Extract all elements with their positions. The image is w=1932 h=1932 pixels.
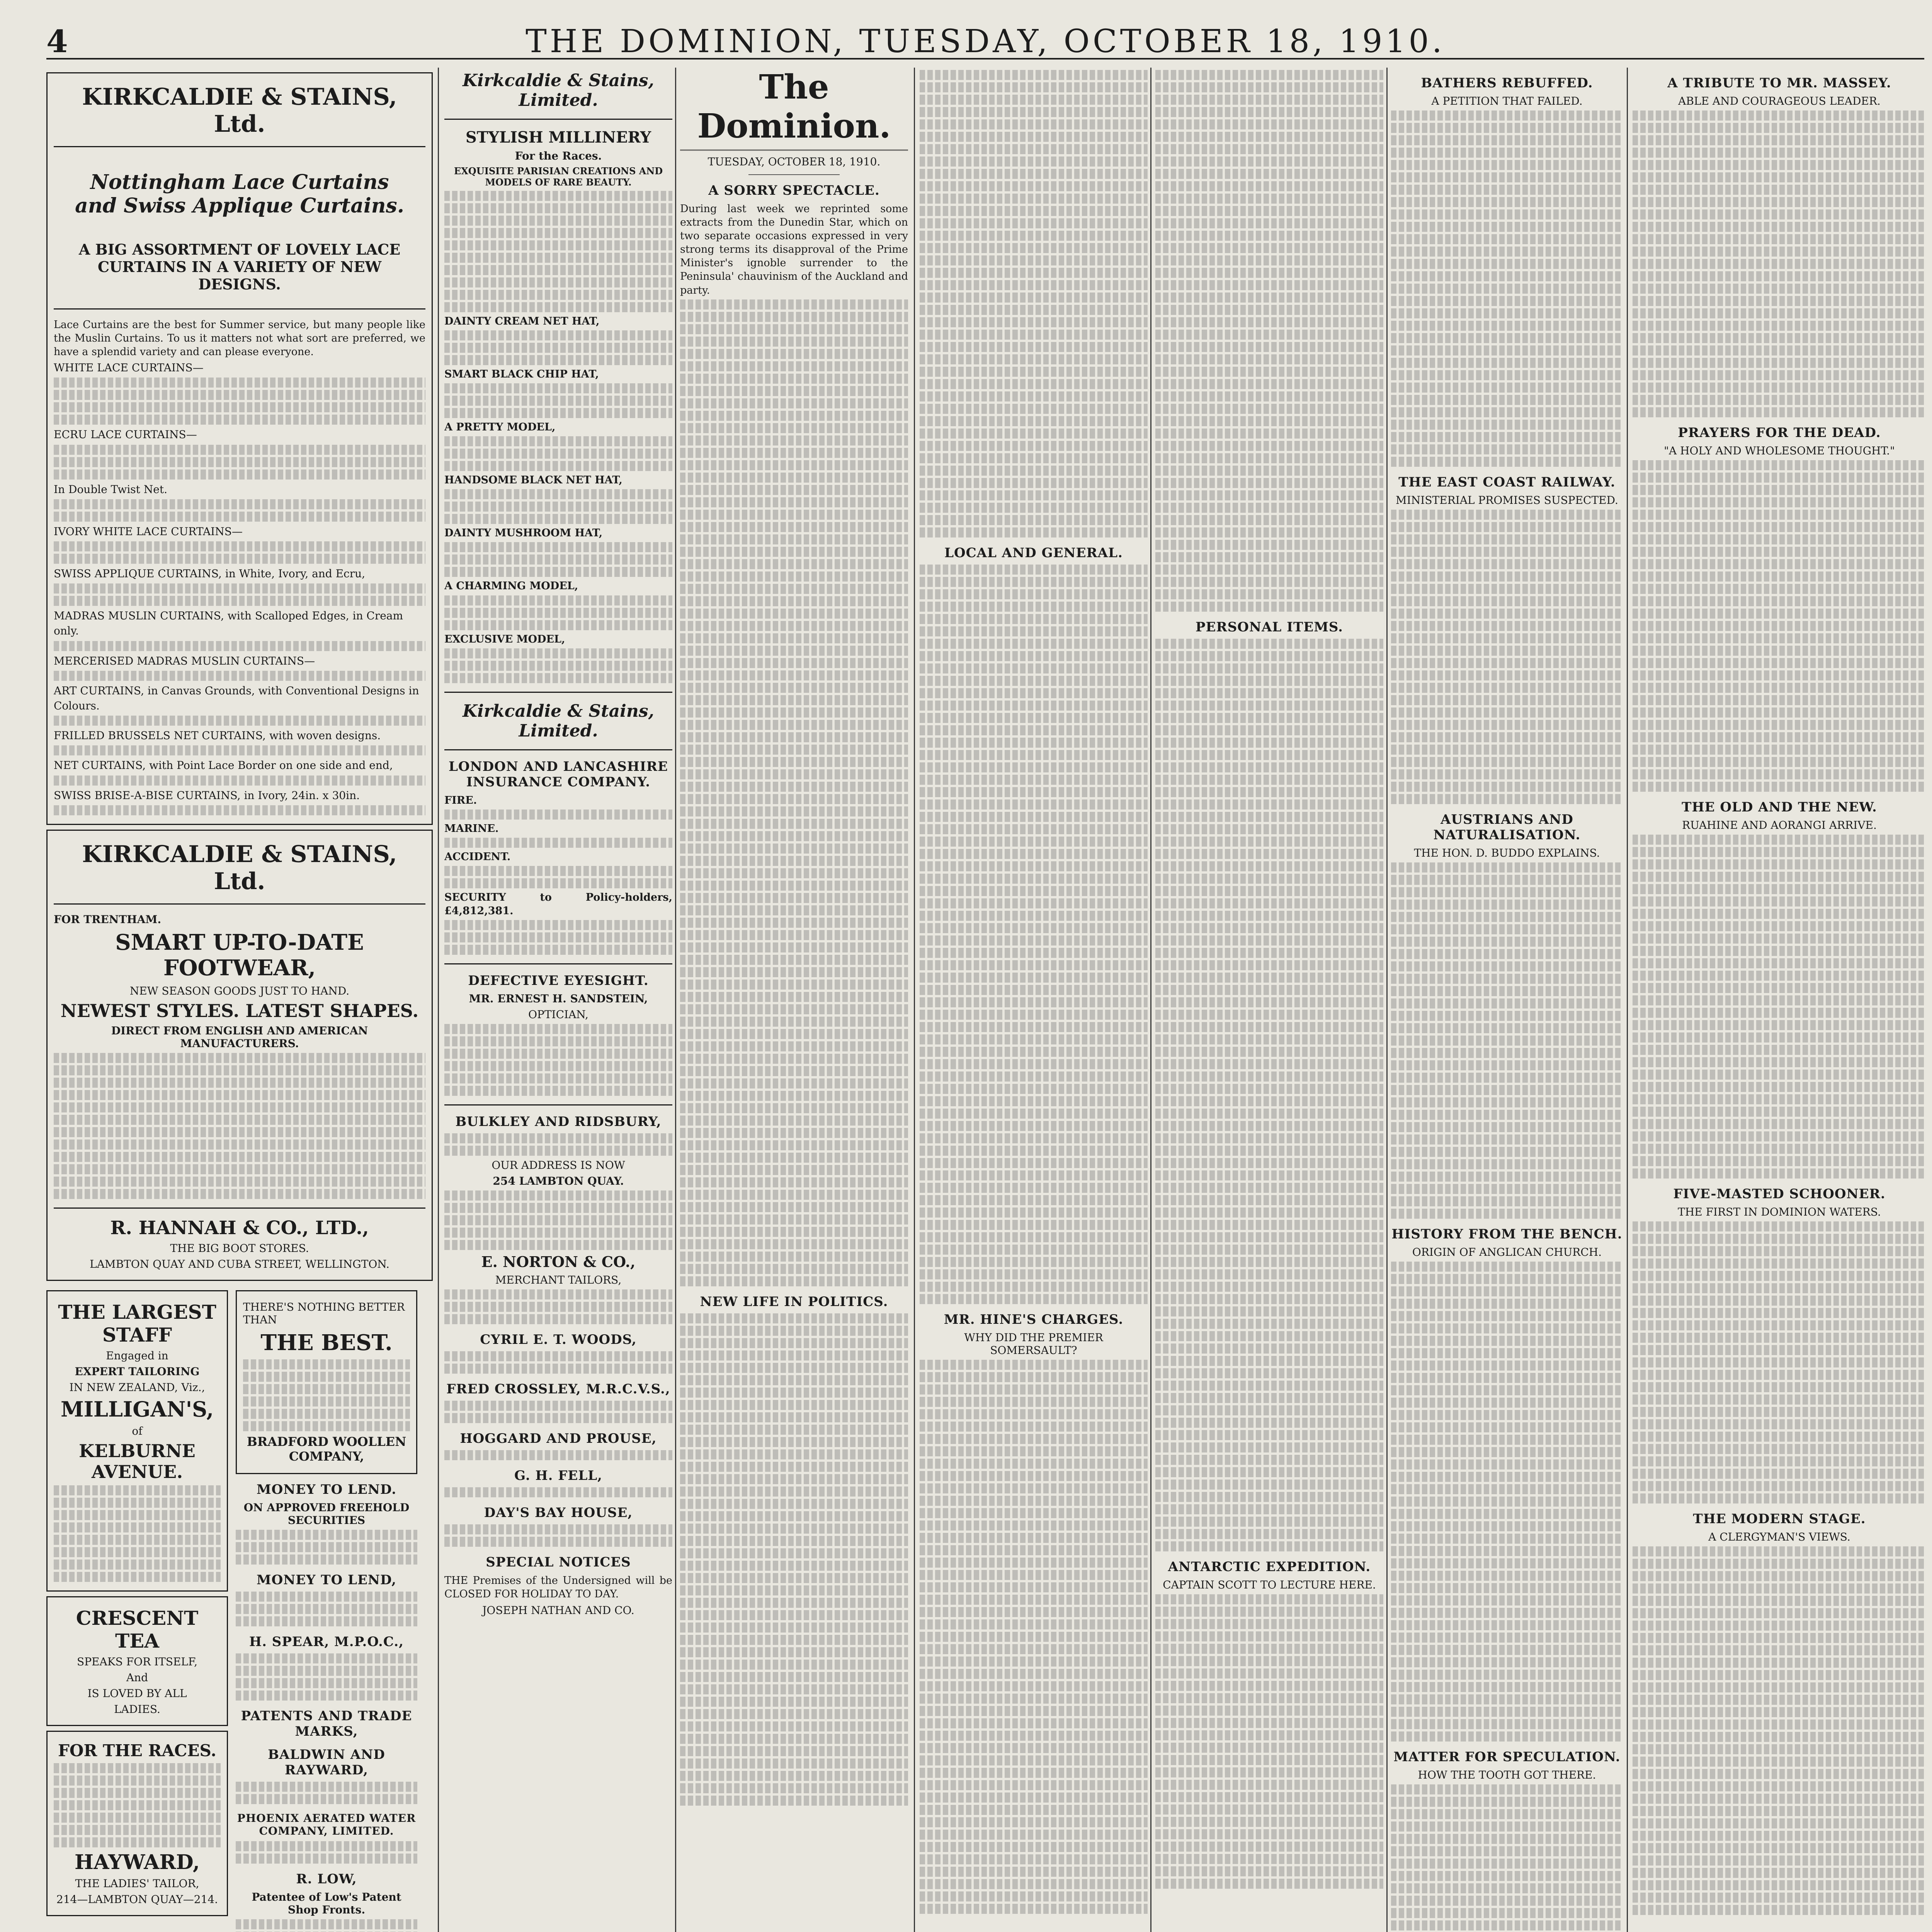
ad-heading: PATENTS AND TRADE MARKS, [241, 1708, 412, 1739]
crescent-tea-advertisement [46, 1596, 228, 1726]
list-item: FRILLED BRUSSELS NET CURTAINS, with woven designs. [54, 729, 381, 742]
footwear-advertisement [46, 830, 433, 1281]
list-item: SMART BLACK CHIP HAT, [444, 368, 599, 381]
ad-line: For the Races. [515, 150, 602, 162]
ad-kicker: THERE'S NOTHING BETTER THAN [243, 1300, 405, 1326]
section-heading: FIVE-MASTED SCHOONER. [1673, 1186, 1886, 1202]
small-ads-row [46, 1286, 433, 1932]
list-item: EXCLUSIVE MODEL, [444, 633, 565, 645]
curtain-list [54, 360, 425, 815]
column-news-right [1391, 68, 1623, 1932]
section-heading: HISTORY FROM THE BENCH. [1391, 1226, 1622, 1242]
section-subheading: THE HON. D. BUDDO EXPLAINS. [1414, 847, 1600, 859]
ad-heading: H. SPEAR, M.P.O.C., [249, 1634, 404, 1650]
column-rule [1627, 68, 1628, 1932]
ad-subheadline: A BIG ASSORTMENT OF LOVELY LACE CURTAINS IN A VARIETY OF NEW DESIGNS. [78, 241, 401, 293]
ad-heading: MONEY TO LEND, [256, 1572, 397, 1588]
column-advertisements-middle [444, 68, 672, 1932]
section-heading: PERSONAL ITEMS. [1195, 619, 1344, 635]
list-item: DAINTY MUSHROOM HAT, [444, 527, 603, 539]
ad-kicker: FOR TRENTHAM. [54, 913, 162, 926]
curtains-advertisement [46, 72, 433, 825]
ad-line: THE LADIES' TAILOR, [75, 1877, 199, 1890]
list-item: ECRU LACE CURTAINS— [54, 428, 197, 441]
section-subheading: A CLERGYMAN'S VIEWS. [1708, 1531, 1850, 1543]
milligan-advertisement [46, 1290, 228, 1592]
list-item: SECURITY to Policy-holders, £4,812,381. [444, 891, 672, 917]
ad-text: THE Premises of the Undersigned will be CLOSED FOR HOLIDAY TO DAY. [444, 1575, 672, 1600]
page-title: THE DOMINION, TUESDAY, OCTOBER 18, 1910. [526, 23, 1445, 60]
hannah-name: R. HANNAH & CO., LTD., [110, 1217, 369, 1239]
ad-line: JOSEPH NATHAN AND CO. [482, 1604, 634, 1617]
column-rule [675, 68, 676, 1932]
ad-heading: MONEY TO LEND. [256, 1481, 397, 1497]
section-heading: THE EAST COAST RAILWAY. [1398, 474, 1616, 490]
column-rule [1386, 68, 1388, 1932]
hannah-tagline: THE BIG BOOT STORES. [170, 1242, 309, 1255]
list-item: ACCIDENT. [444, 850, 511, 863]
list-item: ART CURTAINS, in Canvas Grounds, with Conventional Designs in Colours. [54, 684, 419, 712]
section-subheading: ORIGIN OF ANGLICAN CHURCH. [1412, 1246, 1602, 1259]
ad-line: DIRECT FROM ENGLISH AND AMERICAN MANUFACTURERS. [111, 1024, 368, 1050]
ad-heading: G. H. FELL, [514, 1468, 602, 1484]
list-item: HANDSOME BLACK NET HAT, [444, 474, 622, 486]
ad-line: of [132, 1424, 143, 1437]
ad-heading: R. LOW, [296, 1871, 357, 1887]
ad-heading: CYRIL E. T. WOODS, [480, 1332, 637, 1348]
ad-line: OUR ADDRESS IS NOW [492, 1159, 625, 1172]
section-subheading: A PETITION THAT FAILED. [1431, 95, 1583, 107]
section-heading: BATHERS REBUFFED. [1421, 75, 1593, 91]
column-news-far-right [1633, 68, 1926, 1932]
editorial-masthead: The Dominion. [680, 68, 908, 151]
list-item: IVORY WHITE LACE CURTAINS— [54, 525, 243, 538]
list-item: WHITE LACE CURTAINS— [54, 361, 204, 374]
column-rule [1150, 68, 1151, 1932]
list-item: DAINTY CREAM NET HAT, [444, 315, 600, 327]
milligan-street: KELBURNE AVENUE. [79, 1440, 196, 1482]
ad-line: SPEAKS FOR ITSELF, [77, 1655, 197, 1668]
brand-heading: Kirkcaldie & Stains, Limited. [463, 701, 654, 741]
column-editorial [680, 68, 908, 1932]
ad-line: NEW SEASON GOODS JUST TO HAND. [129, 984, 350, 997]
editorial-lead: During last week we reprinted some extracts from the Dunedin Star, which on two separate occasions expressed in very strong terms its disapproval of the Prime Minister's ignoble surrender to the Peninsula' chauvinism of the Auckland and party. [680, 203, 908, 296]
ad-headline: CRESCENT TEA [76, 1606, 199, 1652]
list-item: A PRETTY MODEL, [444, 421, 556, 434]
ad-heading: ON APPROVED FREEHOLD SECURITIES [243, 1501, 410, 1527]
ad-line: NEWEST STYLES. LATEST SHAPES. [60, 1000, 419, 1021]
ad-line: MR. ERNEST H. SANDSTEIN, [469, 992, 648, 1005]
ad-headline: THE BEST. [260, 1330, 393, 1355]
brand-heading: Kirkcaldie & Stains, Limited. [463, 71, 654, 110]
hayward-name: HAYWARD, [75, 1850, 200, 1874]
ad-company: BRADFORD WOOLLEN COMPANY, [247, 1434, 406, 1464]
section-subheading: THE FIRST IN DOMINION WATERS. [1678, 1206, 1881, 1218]
column-local-news [920, 68, 1148, 1932]
section-subheading: CAPTAIN SCOTT TO LECTURE HERE. [1163, 1578, 1376, 1591]
list-item: MADRAS MUSLIN CURTAINS, with Scalloped Edges, in Cream only. [54, 609, 403, 638]
ad-line: And [126, 1671, 148, 1684]
list-item: SWISS APPLIQUE CURTAINS, in White, Ivory, and Ecru, [54, 567, 366, 580]
section-subheading: "A HOLY AND WHOLESOME THOUGHT." [1664, 444, 1895, 457]
section-heading: LOCAL AND GENERAL. [944, 545, 1123, 561]
small-ads-left [46, 1286, 228, 1932]
ad-heading: BULKLEY AND RIDSBURY, [455, 1114, 662, 1130]
ad-heading: BALDWIN AND RAYWARD, [268, 1747, 385, 1778]
column-advertisements-left [46, 68, 433, 1932]
ad-headline: STYLISH MILLINERY [465, 128, 651, 146]
section-heading: AUSTRIANS AND NATURALISATION. [1433, 812, 1581, 843]
list-item: A CHARMING MODEL, [444, 580, 578, 592]
brand-heading: KIRKCALDIE & STAINS, Ltd. [82, 840, 397, 895]
list-item: MARINE. [444, 822, 499, 835]
ad-headline: Nottingham Lace Curtains and Swiss Applique Curtains. [75, 170, 404, 218]
section-heading: ANTARCTIC EXPEDITION. [1168, 1559, 1371, 1575]
milligan-name: MILLIGAN'S, [60, 1396, 214, 1422]
section-heading: MR. HINE'S CHARGES. [944, 1312, 1124, 1327]
section-heading: THE OLD AND THE NEW. [1682, 799, 1877, 815]
list-item: NET CURTAINS, with Point Lace Border on one side and end, [54, 759, 393, 772]
list-item: SWISS BRISE-A-BISE CURTAINS, in Ivory, 24in. x 30in. [54, 789, 360, 802]
list-item: FIRE. [444, 794, 477, 806]
races-advertisement [46, 1731, 228, 1916]
ad-line: Patentee of Low's Patent Shop Fronts. [252, 1890, 401, 1916]
list-item: MERCERISED MADRAS MUSLIN CURTAINS— [54, 654, 315, 667]
editorial-second-title: NEW LIFE IN POLITICS. [700, 1294, 888, 1310]
ad-heading: LONDON AND LANCASHIRE INSURANCE COMPANY. [449, 759, 668, 790]
ad-line: 254 LAMBTON QUAY. [493, 1175, 624, 1188]
ad-heading: SPECIAL NOTICES [486, 1554, 631, 1570]
ad-heading: DEFECTIVE EYESIGHT. [468, 973, 649, 989]
ad-line: EXQUISITE PARISIAN CREATIONS AND MODELS OF RARE BEAUTY. [454, 165, 663, 188]
section-heading: A TRIBUTE TO MR. MASSEY. [1667, 75, 1891, 91]
ad-heading: E. NORTON & CO., [481, 1253, 636, 1271]
ad-line: MERCHANT TAILORS, [495, 1274, 622, 1287]
section-heading: PRAYERS FOR THE DEAD. [1678, 425, 1881, 440]
ad-line: IS LOVED BY ALL [87, 1687, 187, 1700]
ad-intro: Lace Curtains are the best for Summer service, but many people like the Muslin Curtains. To us it matters not what sort are preferred, we have a splendid variety and can please everyone. [54, 319, 425, 358]
ad-heading: HOGGARD AND PROUSE, [460, 1431, 657, 1447]
brand-heading: KIRKCALDIE & STAINS, Ltd. [82, 83, 397, 138]
page-masthead [46, 23, 1924, 60]
section-subheading: WHY DID THE PREMIER SOMERSAULT? [964, 1331, 1103, 1357]
hannah-address: LAMBTON QUAY AND CUBA STREET, WELLINGTON. [90, 1257, 389, 1270]
column-rule [914, 68, 915, 1932]
section-heading: THE MODERN STAGE. [1693, 1511, 1866, 1527]
ad-line: 214—LAMBTON QUAY—214. [56, 1893, 218, 1906]
ad-headline: SMART UP-TO-DATE FOOTWEAR, [115, 929, 364, 981]
list-item: In Double Twist Net. [54, 483, 168, 496]
ad-line: OPTICIAN, [528, 1008, 588, 1021]
ad-heading: FRED CROSSLEY, M.R.C.V.S., [446, 1381, 670, 1397]
small-ads-right [236, 1286, 417, 1932]
column-rule [438, 68, 439, 1932]
ad-line: IN NEW ZEALAND, Viz., [69, 1381, 205, 1394]
ad-headline: FOR THE RACES. [58, 1741, 216, 1760]
ad-line: EXPERT TAILORING [75, 1365, 200, 1378]
editorial-date: TUESDAY, OCTOBER 18, 1910. [707, 155, 881, 168]
section-heading: MATTER FOR SPECULATION. [1393, 1749, 1621, 1765]
editorial-title: A SORRY SPECTACLE. [708, 183, 880, 198]
ad-heading: PHOENIX AERATED WATER COMPANY, LIMITED. [237, 1811, 416, 1837]
column-personal [1155, 68, 1383, 1932]
ad-heading: DAY'S BAY HOUSE, [484, 1505, 633, 1521]
section-subheading: RUAHINE AND AORANGI ARRIVE. [1682, 819, 1877, 832]
section-subheading: MINISTERIAL PROMISES SUSPECTED. [1396, 494, 1618, 507]
ad-line: LADIES. [114, 1702, 160, 1716]
ad-line: Engaged in [106, 1349, 168, 1362]
section-subheading: ABLE AND COURAGEOUS LEADER. [1678, 95, 1881, 107]
bradford-advertisement [236, 1290, 417, 1474]
section-subheading: HOW THE TOOTH GOT THERE. [1418, 1769, 1596, 1781]
ad-headline: THE LARGEST STAFF [58, 1300, 216, 1346]
page-number: 4 [46, 23, 68, 60]
